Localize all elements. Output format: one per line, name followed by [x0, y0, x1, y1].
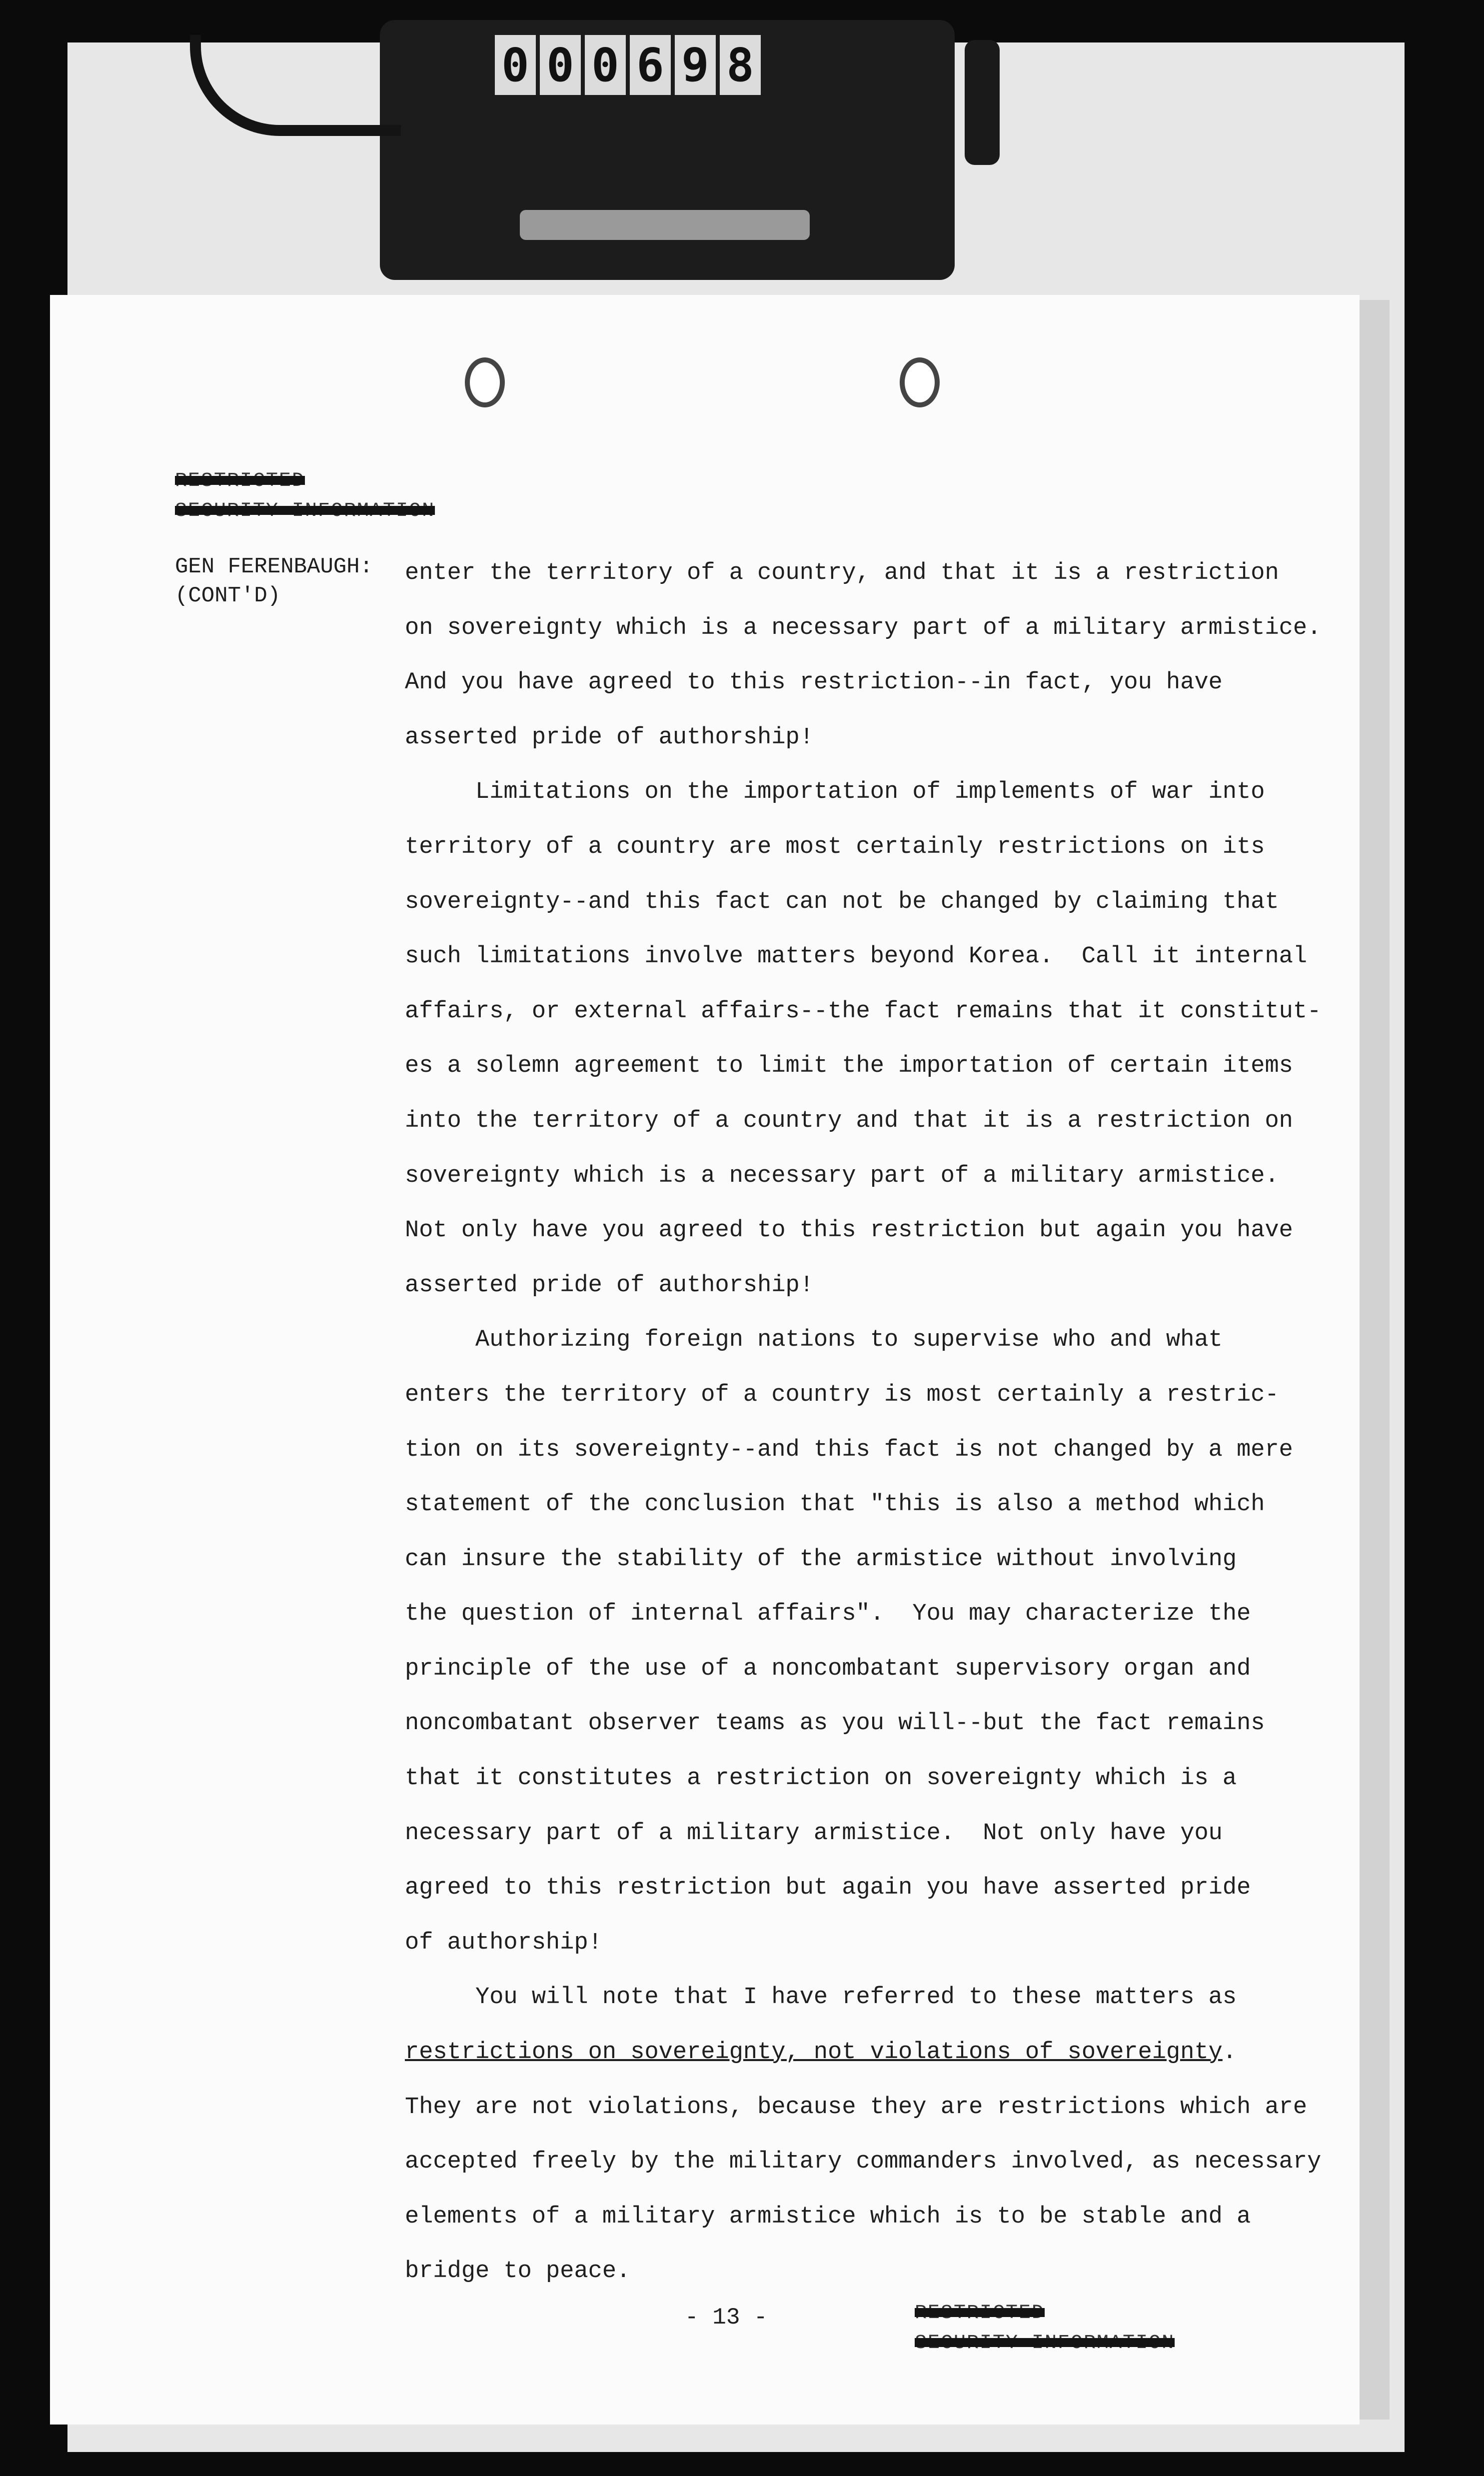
counter-digit: 0 [540, 35, 581, 95]
body-line: Limitations on the importation of implements of war into [405, 779, 1265, 806]
body-line: can insure the stability of the armistice without involving [405, 1546, 1237, 1573]
body-line: principle of the use of a noncombatant supervisory organ and [405, 1655, 1251, 1682]
body-line: of authorship! [405, 1929, 602, 1956]
body-line: You will note that I have referred to these matters as [405, 1984, 1237, 2011]
body-line: noncombatant observer teams as you will--but the fact remains [405, 1710, 1265, 1737]
body-text [405, 546, 1322, 2299]
counter-digit: 9 [675, 35, 716, 95]
body-line: asserted pride of authorship! [405, 1272, 814, 1299]
underlined-line-tail: . [1222, 2039, 1237, 2066]
footer-marking-line2: SECURITY INFORMATION [915, 2332, 1175, 2355]
body-line: accepted freely by the military commanders involved, as necessary [405, 2149, 1322, 2176]
body-line: sovereignty which is a necessary part of a military armistice. [405, 1162, 1279, 1189]
frame-counter-digits [495, 35, 761, 95]
body-line: They are not violations, because they are restrictions which are [405, 2094, 1308, 2121]
counter-digit: 8 [720, 35, 761, 95]
body-line: bridge to peace. [405, 2258, 631, 2285]
body-line: the question of internal affairs". You may characterize the [405, 1601, 1251, 1628]
body-line: affairs, or external affairs--the fact remains that it constitut- [405, 998, 1322, 1025]
body-line: Not only have you agreed to this restriction but again you have [405, 1217, 1293, 1244]
counter-digit: 6 [630, 35, 671, 95]
body-line: sovereignty--and this fact can not be changed by claiming that [405, 888, 1279, 915]
header-marking-line1: RESTRICTED [175, 470, 305, 492]
body-line: on sovereignty which is a necessary part of a military armistice. [405, 614, 1322, 641]
body-line: that it constitutes a restriction on sovereignty which is a [405, 1765, 1237, 1792]
body-line-underlined [405, 2025, 1305, 2080]
body-line: into the territory of a country and that it is a restriction on [405, 1107, 1293, 1134]
punch-hole-left [465, 357, 505, 407]
body-line: necessary part of a military armistice. Not only have you [405, 1820, 1223, 1847]
body-line: elements of a military armistice which is to be stable and a [405, 2203, 1251, 2230]
counter-knob [965, 40, 1000, 165]
body-line: territory of a country are most certainly restrictions on its [405, 833, 1265, 860]
body-line: And you have agreed to this restriction--in fact, you have [405, 669, 1223, 696]
footer-marking-line1: RESTRICTED [915, 2302, 1045, 2325]
counter-slot [520, 210, 810, 240]
underlined-phrase: restrictions on sovereignty, not violations of sovereignty [405, 2039, 1223, 2066]
body-line: enters the territory of a country is most certainly a restric- [405, 1381, 1279, 1408]
page-number: - 13 - [685, 2305, 768, 2331]
page-stack-edge [1360, 300, 1390, 2420]
body-line: statement of the conclusion that "this is also a method which [405, 1491, 1265, 1518]
body-line: enter the territory of a country, and that it is a restriction [405, 560, 1279, 586]
body-line: es a solemn agreement to limit the importation of certain items [405, 1053, 1293, 1080]
counter-digit: 0 [585, 35, 626, 95]
frame-counter-device [380, 20, 955, 280]
speaker-continued: (CONT'D) [175, 583, 281, 608]
counter-digit: 0 [495, 35, 536, 95]
body-line: tion on its sovereignty--and this fact is not changed by a mere [405, 1436, 1293, 1463]
punch-hole-right [900, 357, 940, 407]
body-line: such limitations involve matters beyond Korea. Call it internal [405, 943, 1308, 970]
body-line: asserted pride of authorship! [405, 724, 814, 751]
body-line: agreed to this restriction but again you have asserted pride [405, 1875, 1251, 1902]
speaker-label [175, 552, 373, 610]
body-line: Authorizing foreign nations to supervise who and what [405, 1327, 1223, 1354]
speaker-name: GEN FERENBAUGH: [175, 554, 373, 579]
header-marking-line2: SECURITY INFORMATION [175, 500, 435, 522]
